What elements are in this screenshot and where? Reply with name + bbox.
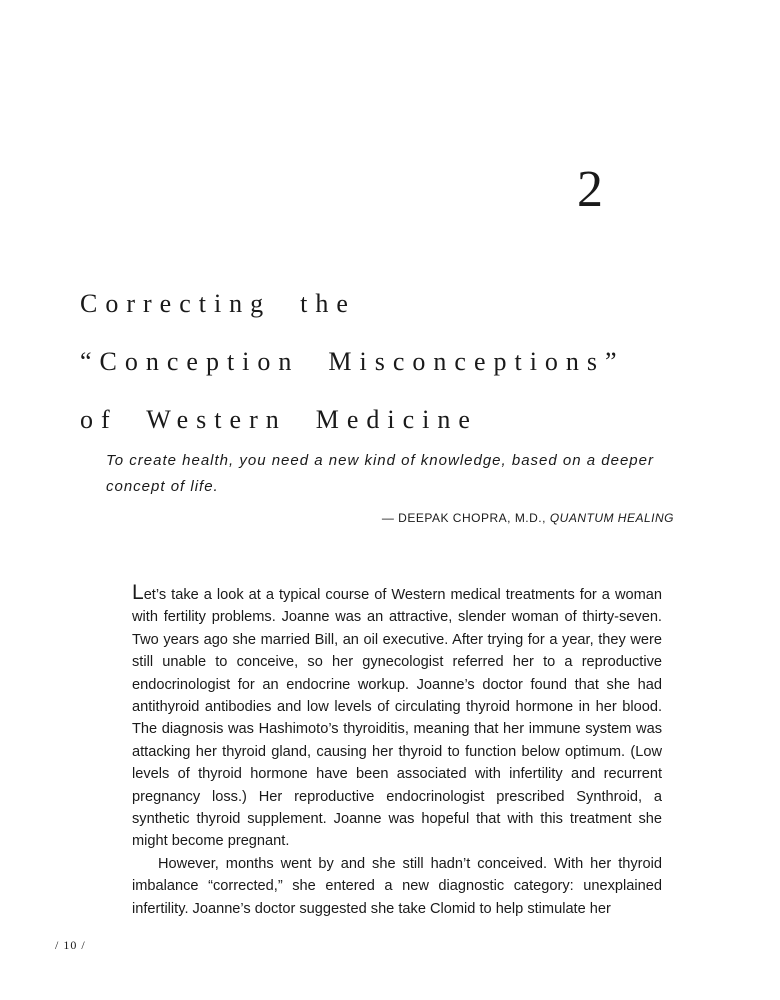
body-text [132, 582, 662, 920]
chapter-title [80, 290, 740, 464]
paragraph-1-text: et’s take a look at a typical course of Western medical treatments for a woman with fertility problems. Joanne was an attractive, slender woman of thirty-seven. Two years ago she married Bill, an oil executive. After trying for a year, they were still unable to conceive, so her gynecologist referred her to a reproductive endocrinologist for an endocrine workup. Joanne’s doctor found that she had antithyroid antibodies and low levels of circulating thyroid hormone in her blood. The diagnosis was Hashimoto’s thyroiditis, meaning that her immune system was attacking her thyroid gland, causing her thyroid to function below optimum. (Low levels of thyroid hormone have been associated with infertility and recurrent pregnancy loss.) Her reproductive endocrinologist prescribed Synthroid, a synthetic thyroid supplement. Joanne was hopeful that with this treatment she might become pregnant. [132, 587, 662, 850]
chapter-title-line-3: of Western Medicine [80, 405, 478, 434]
chapter-number: 2 [577, 161, 603, 218]
body-paragraph-1 [132, 582, 662, 853]
paragraph-initial-letter: L [132, 581, 144, 604]
chapter-title-line-1: Correcting the [80, 289, 356, 318]
page-number: / 10 / [55, 938, 86, 952]
body-paragraph-2: However, months went by and she still hadn’t conceived. With her thyroid imbalance “corrected,” she entered a new diagnostic category: unexplained infertility. Joanne’s doctor suggested she take Clomid to help stimulate her [132, 855, 662, 917]
attribution-source: QUANTUM HEALING [549, 511, 674, 525]
epigraph-quote: To create health, you need a new kind of knowledge, based on a deeper concept of life. [106, 452, 654, 495]
attribution-author: — DEEPAK CHOPRA, M.D., [381, 511, 550, 525]
epigraph-attribution [382, 510, 674, 526]
chapter-title-line-2: “Conception Misconceptions” [80, 347, 625, 376]
